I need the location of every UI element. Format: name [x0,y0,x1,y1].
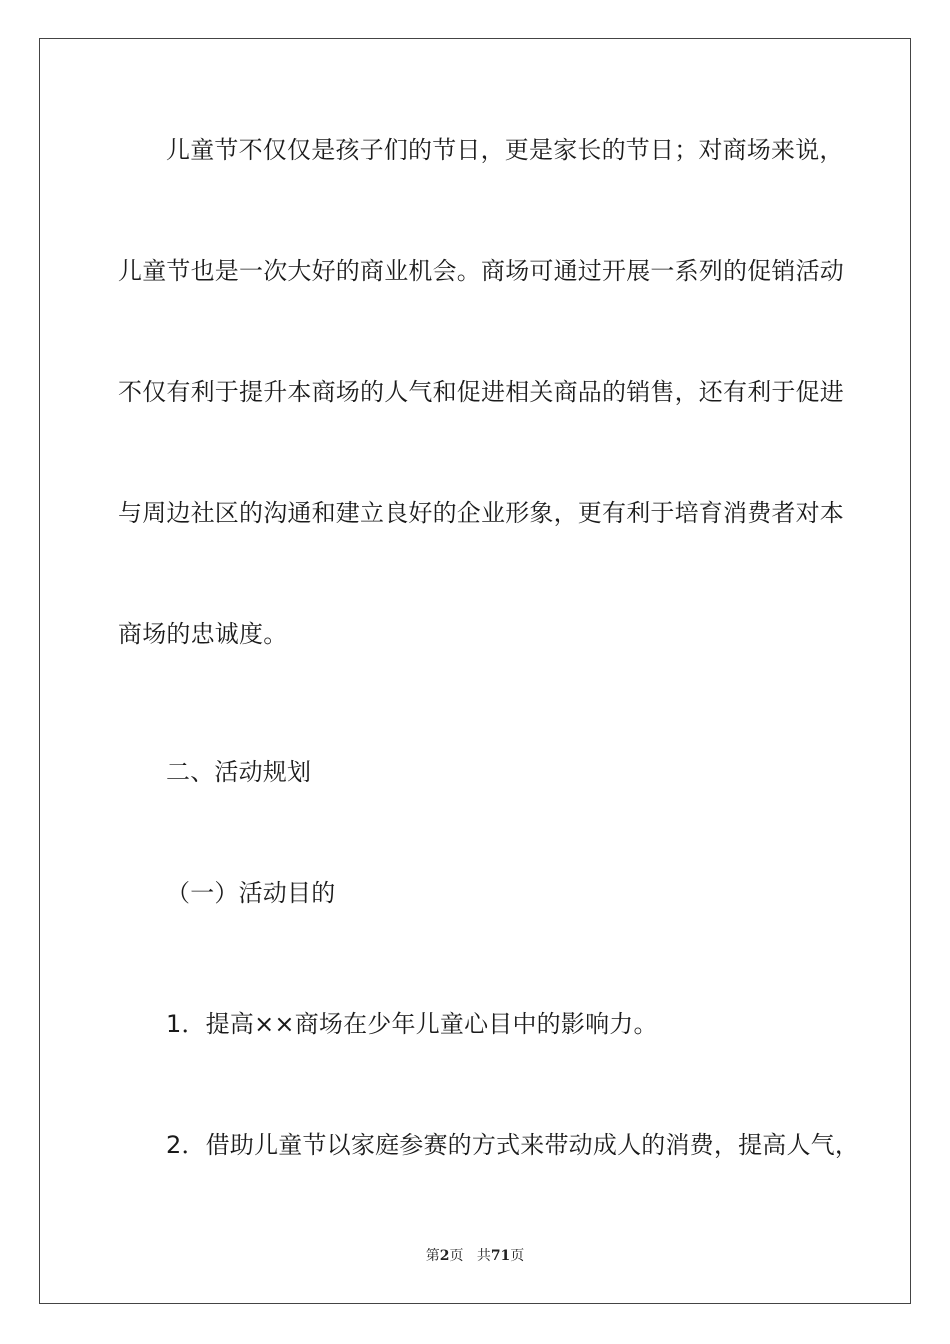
footer-page-suffix: 页 [449,1248,464,1264]
body-text-line: 不仅有利于提升本商场的人气和促进相关商品的销售，还有利于促进 [118,378,844,406]
footer-total-suffix: 页 [510,1248,525,1264]
list-item: 2．借助儿童节以家庭参赛的方式来带动成人的消费，提高人气， [166,1131,860,1159]
page-footer [0,1247,950,1265]
footer-total-pages: 71 [490,1248,511,1264]
body-text-line: 儿童节也是一次大好的商业机会。商场可通过开展一系列的促销活动 [118,257,844,285]
list-item: 1．提高××商场在少年儿童心目中的影响力。 [166,1010,658,1038]
subsection-heading: （一）活动目的 [166,879,336,907]
footer-total-prefix: 共 [476,1248,491,1264]
page-border [39,38,911,1304]
footer-prefix: 第 [425,1248,440,1264]
section-heading: 二、活动规划 [166,758,312,786]
footer-page-number: 2 [439,1248,450,1264]
body-text-line: 儿童节不仅仅是孩子们的节日，更是家长的节日；对商场来说， [166,136,844,164]
body-text-line: 商场的忠诚度。 [118,620,288,648]
body-text-line: 与周边社区的沟通和建立良好的企业形象，更有利于培育消费者对本 [118,499,844,527]
